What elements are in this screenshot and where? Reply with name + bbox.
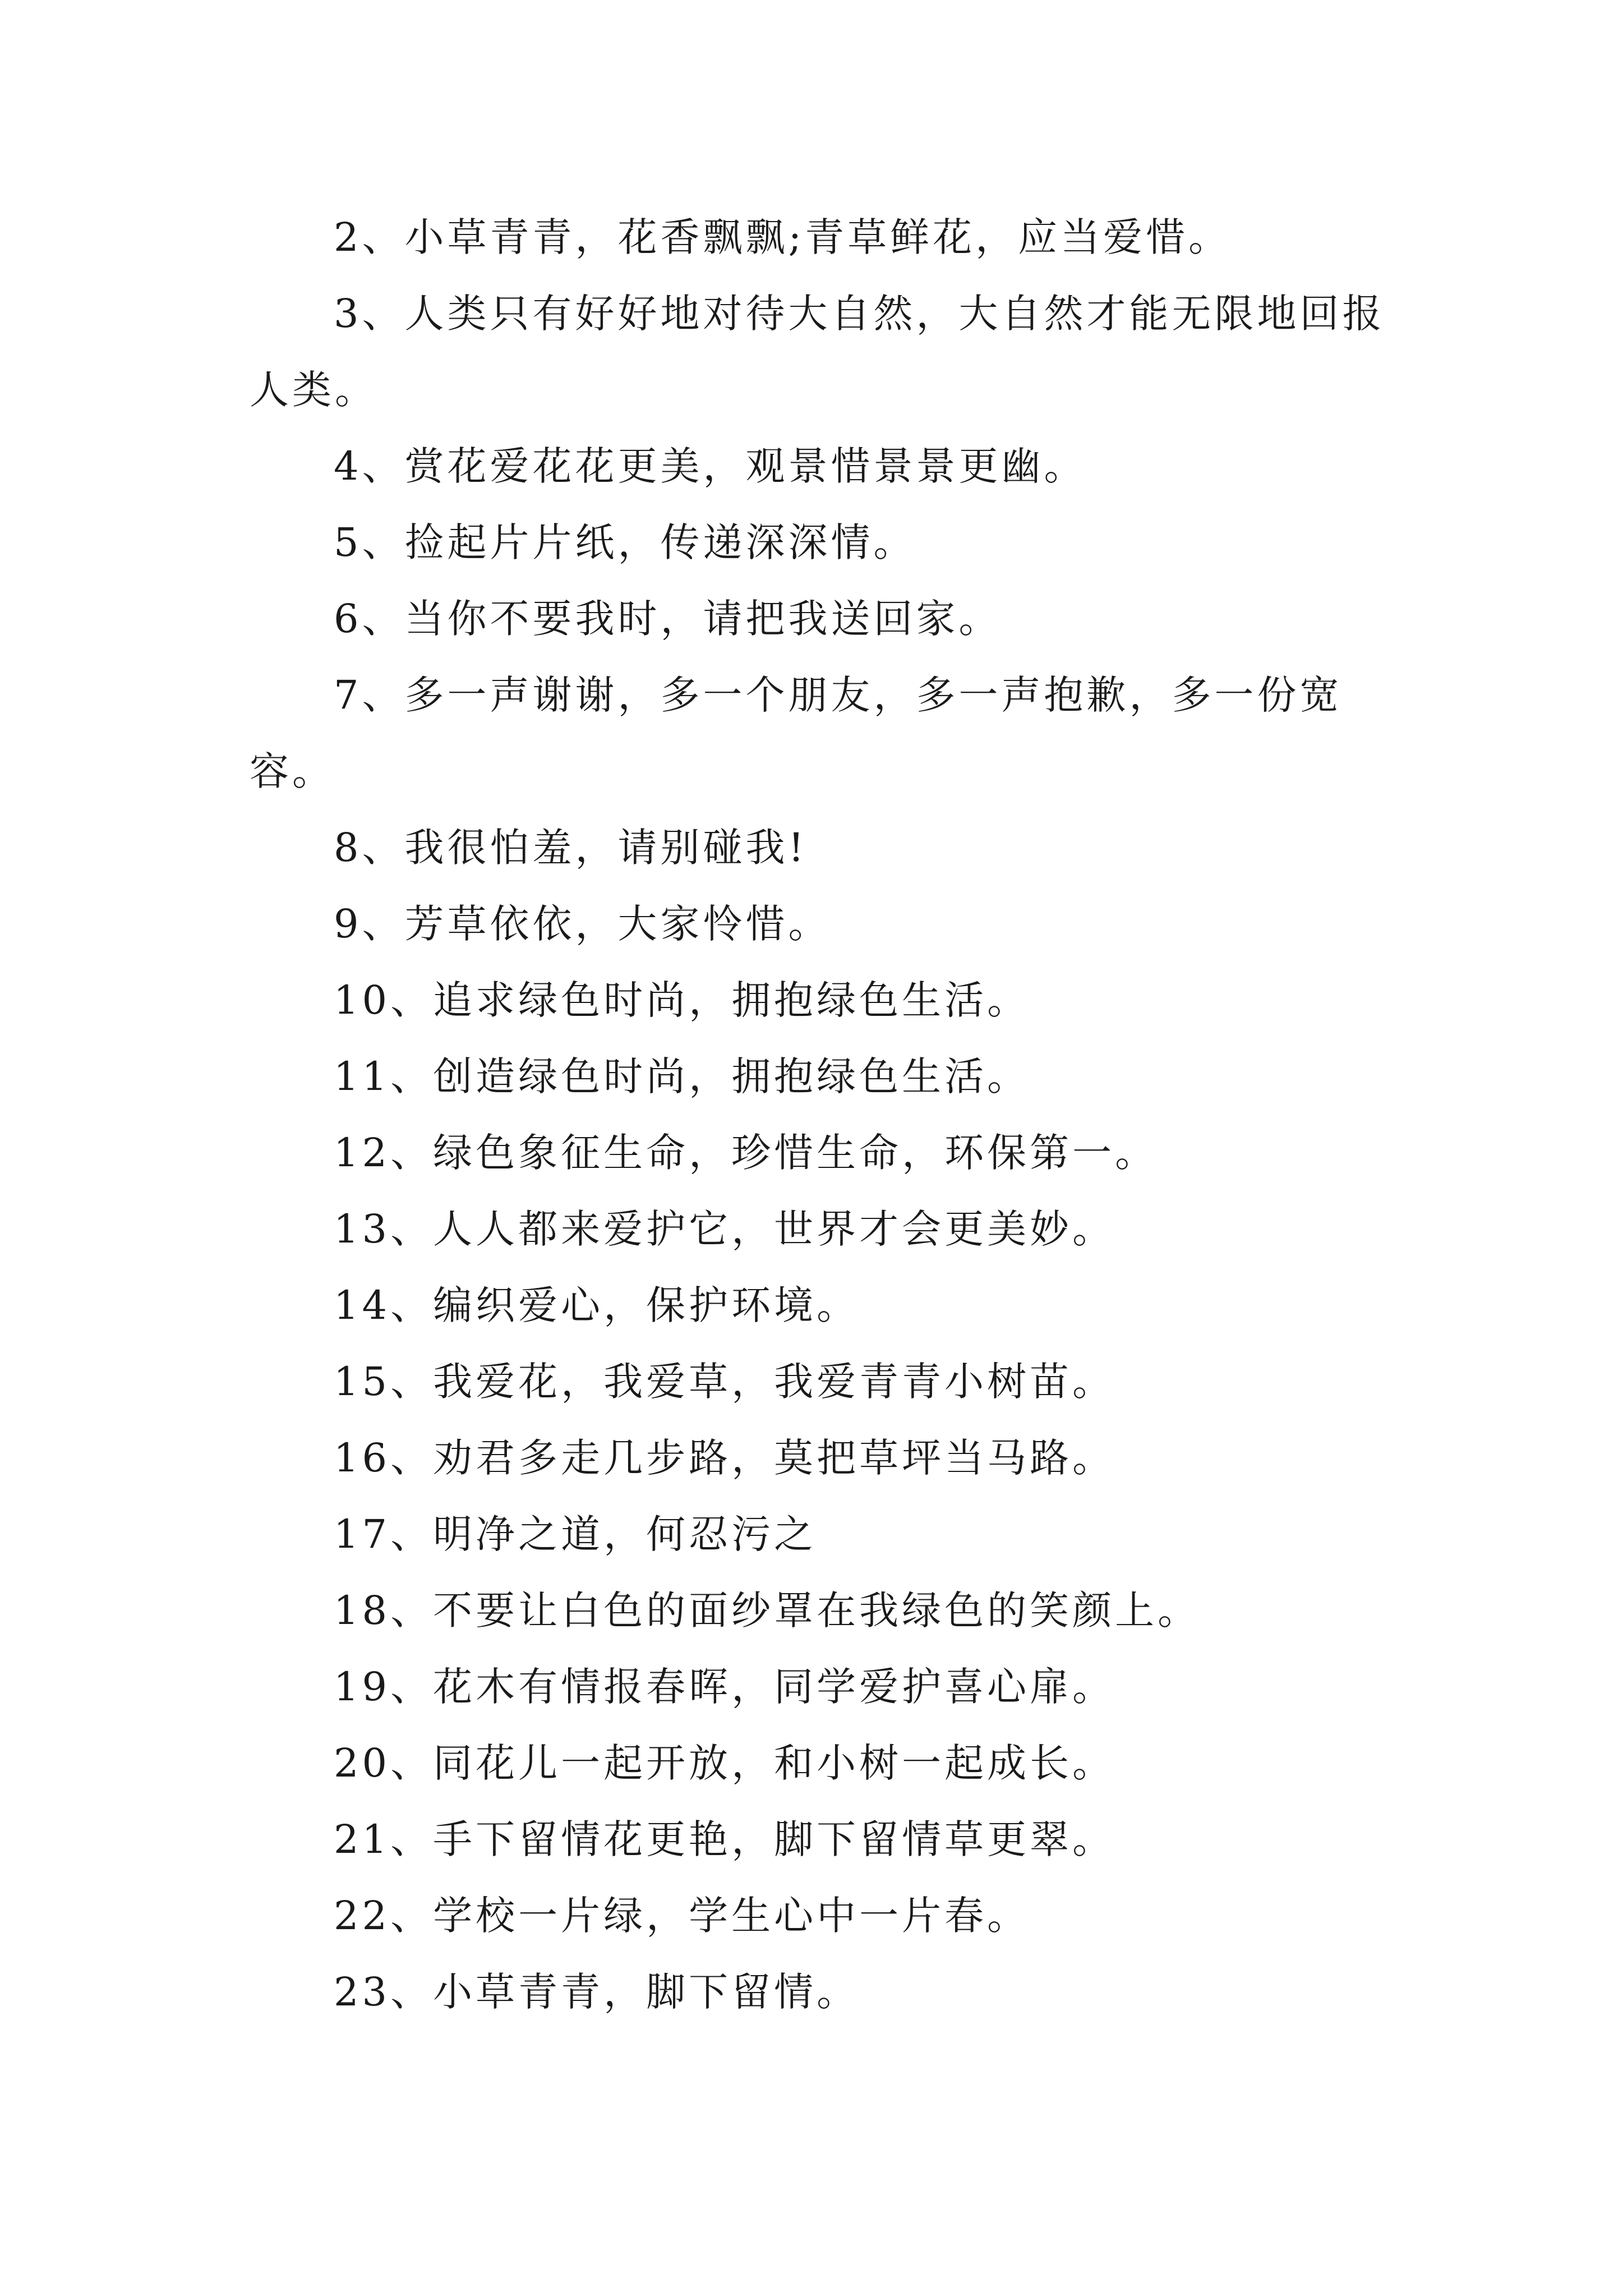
slogan-paragraph: 4、赏花爱花花更美，观景惜景景更幽。 [334, 443, 1087, 489]
slogan-paragraph: 20、同花儿一起开放，和小树一起成长。 [334, 1740, 1115, 1786]
slogan-paragraph: 18、不要让白色的面纱罩在我绿色的笑颜上。 [334, 1588, 1201, 1634]
slogan-paragraph: 19、花木有情报春晖，同学爱护喜心扉。 [334, 1664, 1115, 1710]
slogan-paragraph: 21、手下留情花更艳，脚下留情草更翠。 [334, 1816, 1115, 1862]
slogan-paragraph: 12、绿色象征生命，珍惜生命，环保第一。 [334, 1130, 1158, 1176]
slogan-paragraph: 3、人类只有好好地对待大自然，大自然才能无限地回报人类。 [250, 291, 1385, 413]
slogan-paragraph: 23、小草青青，脚下留情。 [334, 1969, 860, 2015]
slogan-paragraph: 17、明净之道，何忍污之 [334, 1511, 817, 1557]
document-body [250, 199, 1385, 2030]
slogan-paragraph: 22、学校一片绿，学生心中一片春。 [334, 1893, 1030, 1939]
slogan-paragraph: 10、追求绿色时尚，拥抱绿色生活。 [334, 977, 1030, 1023]
slogan-paragraph: 15、我爱花，我爱草，我爱青青小树苗。 [334, 1359, 1115, 1405]
slogan-paragraph: 16、劝君多走几步路，莫把草坪当马路。 [334, 1435, 1115, 1481]
slogan-paragraph: 8、我很怕羞，请别碰我! [334, 825, 808, 871]
slogan-paragraph: 11、创造绿色时尚，拥抱绿色生活。 [334, 1053, 1030, 1099]
slogan-paragraph: 14、编织爱心，保护环境。 [334, 1282, 860, 1328]
slogan-paragraph: 13、人人都来爱护它，世界才会更美妙。 [334, 1206, 1115, 1252]
slogan-paragraph: 6、当你不要我时，请把我送回家。 [334, 596, 1002, 642]
slogan-paragraph: 9、芳草依依，大家怜惜。 [334, 901, 831, 947]
slogan-paragraph: 2、小草青青，花香飘飘;青草鲜花，应当爱惜。 [334, 214, 1232, 260]
slogan-paragraph: 5、捡起片片纸，传递深深情。 [334, 519, 916, 565]
slogan-paragraph: 7、多一声谢谢，多一个朋友，多一声抱歉，多一份宽容。 [250, 672, 1343, 794]
